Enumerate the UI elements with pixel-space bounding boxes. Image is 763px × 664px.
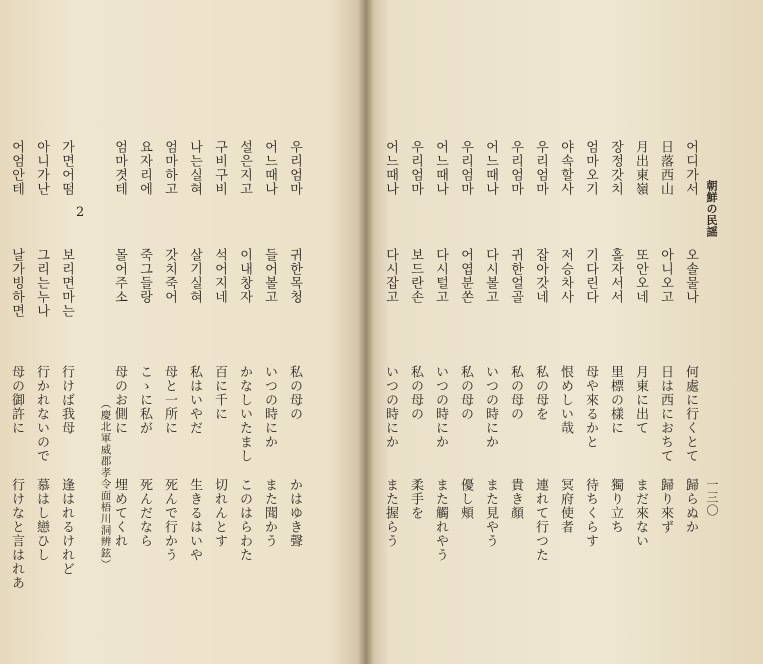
right-verse-korean-segment: 어느때나	[433, 140, 448, 196]
left-verse-korean-segment: 어엄안테	[9, 140, 24, 196]
left-verse-japanese-segment: 母の御許に	[9, 365, 24, 435]
left-verse-korean-segment: 보리면마는	[59, 248, 74, 318]
right-verse-japanese-segment: 歸らぬか	[683, 478, 698, 534]
left-verse-japanese-segment: 死んで行かう	[162, 478, 177, 562]
right-verse-japanese-segment: 冥府使者	[558, 478, 573, 534]
left-verse-japanese-segment: 私の母の	[287, 365, 302, 421]
right-verse-korean-segment: 저승차사	[558, 248, 573, 304]
left-verse-japanese-segment: かはゆき聲	[287, 478, 302, 548]
right-verse-korean-segment: 어엽분쏜	[458, 248, 473, 304]
right-verse-japanese-segment: 獨り立ち	[608, 478, 623, 534]
left-verse-korean-segment: 몰어주소	[112, 248, 127, 304]
right-verse-korean-segment: 엄마오기	[583, 140, 598, 196]
left-verse-korean-segment: 귀한목청	[287, 248, 302, 304]
left-verse-japanese-segment: 慕はし戀ひし	[34, 478, 49, 562]
right-page	[366, 0, 763, 664]
book-gutter	[358, 0, 374, 664]
right-verse-korean-segment: 기다린다	[583, 248, 598, 304]
right-verse-japanese-segment: 待ちくらす	[583, 478, 598, 548]
left-verse-korean-segment: 아니가난	[34, 140, 49, 196]
left-verse-japanese-segment: 埋めてくれ	[112, 478, 127, 548]
right-verse-korean-segment: 어느때나	[383, 140, 398, 196]
left-verse-korean-segment: 살기실혀	[187, 248, 202, 304]
left-verse-japanese-segment: 母と一所に	[162, 365, 177, 435]
right-verse-japanese-segment: 私の母を	[533, 365, 548, 421]
right-verse-japanese-segment: 連れて行つた	[533, 478, 548, 562]
left-verse-japanese-segment: また聞かう	[262, 478, 277, 548]
left-verse-korean-segment: 날가빙하면	[9, 248, 24, 318]
left-verse-japanese-segment: 母のお側に	[112, 365, 127, 435]
left-verse-korean-segment: 갓치죽어	[162, 248, 177, 304]
right-verse-japanese-segment: 私の母の	[408, 365, 423, 421]
right-verse-korean-segment: 우리엄마	[408, 140, 423, 196]
right-verse-korean-segment: 장정갓치	[608, 140, 623, 196]
right-verse-japanese-segment: 優し頰	[458, 478, 473, 520]
source-note: （慶北軍威郡孝令面梧川洞辨鉉）	[99, 398, 112, 571]
page-number: 一三〇	[705, 478, 719, 517]
right-verse-korean-segment: 오솔물나	[683, 248, 698, 304]
left-verse-korean-segment: 그리는누나	[34, 248, 49, 318]
left-verse-japanese-segment: かなしいたまし	[237, 365, 252, 463]
left-verse-japanese-segment: 生きるはいや	[187, 478, 202, 562]
right-verse-korean-segment: 月出東嶺	[633, 140, 648, 196]
right-verse-japanese-segment: 柔手を	[408, 478, 423, 520]
right-verse-japanese-segment: 私の母の	[508, 365, 523, 421]
right-verse-korean-segment: 다시볼고	[483, 248, 498, 304]
left-verse-korean-segment: 죽그들랑	[137, 248, 152, 304]
right-verse-japanese-segment: 恨めしい哉	[558, 365, 573, 435]
right-verse-japanese-segment: 日は西におちて	[658, 365, 673, 463]
right-verse-korean-segment: 또안오네	[633, 248, 648, 304]
right-verse-japanese-segment: 貴き顏	[508, 478, 523, 520]
right-verse-japanese-segment: 月東に出て	[633, 365, 648, 435]
left-verse-korean-segment: 엄마하고	[162, 140, 177, 196]
right-verse-korean-segment: 잡아갓네	[533, 248, 548, 304]
left-verse-japanese-segment: このはらわた	[237, 478, 252, 562]
left-verse-korean-segment: 우리엄마	[287, 140, 302, 196]
right-verse-japanese-segment: 母や來るかと	[583, 365, 598, 449]
right-verse-korean-segment: 다시털고	[433, 248, 448, 304]
left-verse-japanese-segment: 行かれないので	[34, 365, 49, 463]
right-verse-korean-segment: 야속할사	[558, 140, 573, 196]
running-header: 朝鮮の民謡	[705, 180, 718, 238]
left-verse-japanese-segment: 百に千に	[212, 365, 227, 421]
left-verse-korean-segment: 구비구비	[212, 140, 227, 196]
left-verse-japanese-segment: 行けなと言はれあ	[9, 478, 24, 590]
right-verse-japanese-segment: また觸れやう	[433, 478, 448, 562]
left-page	[0, 0, 366, 664]
right-verse-japanese-segment: いつの時にか	[433, 365, 448, 449]
right-verse-korean-segment: 우리엄마	[508, 140, 523, 196]
left-verse-japanese-segment: いつの時にか	[262, 365, 277, 449]
left-verse-japanese-segment: 切れんとす	[212, 478, 227, 548]
right-verse-japanese-segment: また見やう	[483, 478, 498, 548]
right-verse-japanese-segment: 歸り來ず	[658, 478, 673, 534]
right-verse-japanese-segment: 里標の樣に	[608, 365, 623, 435]
right-verse-japanese-segment: また握らう	[383, 478, 398, 548]
right-verse-korean-segment: 우리엄마	[533, 140, 548, 196]
left-verse-korean-segment: 설은지고	[237, 140, 252, 196]
right-verse-japanese-segment: まだ來ない	[633, 478, 648, 548]
left-verse-japanese-segment: こゝに私が	[137, 365, 152, 435]
right-verse-korean-segment: 홀자서서	[608, 248, 623, 304]
left-verse-korean-segment: 가면어떰	[59, 140, 74, 196]
right-verse-korean-segment: 보드란손	[408, 248, 423, 304]
left-verse-japanese-segment: 逢はれるけれど	[59, 478, 74, 576]
right-verse-japanese-segment: 何處に行くとて	[683, 365, 698, 463]
left-verse-korean-segment: 이내창자	[237, 248, 252, 304]
right-verse-japanese-segment: いつの時にか	[383, 365, 398, 449]
left-verse-japanese-segment: 死んだなら	[137, 478, 152, 548]
left-verse-korean-segment: 나는실혀	[187, 140, 202, 196]
left-verse-korean-segment: 들어볼고	[262, 248, 277, 304]
right-verse-japanese-segment: 私の母の	[458, 365, 473, 421]
left-verse-japanese-segment: 私はいやだ	[187, 365, 202, 435]
left-verse-korean-segment: 어느때나	[262, 140, 277, 196]
right-verse-korean-segment: 어느때나	[483, 140, 498, 196]
left-verse-korean-segment: 엄마겻테	[112, 140, 127, 196]
right-verse-korean-segment: 아니오고	[658, 248, 673, 304]
section-number: 2	[76, 205, 85, 220]
right-verse-korean-segment: 우리엄마	[458, 140, 473, 196]
right-verse-korean-segment: 다시잡고	[383, 248, 398, 304]
left-verse-korean-segment: 요자리에	[137, 140, 152, 196]
right-verse-korean-segment: 日落西山	[658, 140, 673, 196]
right-verse-korean-segment: 귀한얼골	[508, 248, 523, 304]
right-verse-korean-segment: 어디가서	[683, 140, 698, 196]
right-verse-japanese-segment: いつの時にか	[483, 365, 498, 449]
left-verse-japanese-segment: 行けば我母	[59, 365, 74, 435]
left-verse-korean-segment: 석어지네	[212, 248, 227, 304]
